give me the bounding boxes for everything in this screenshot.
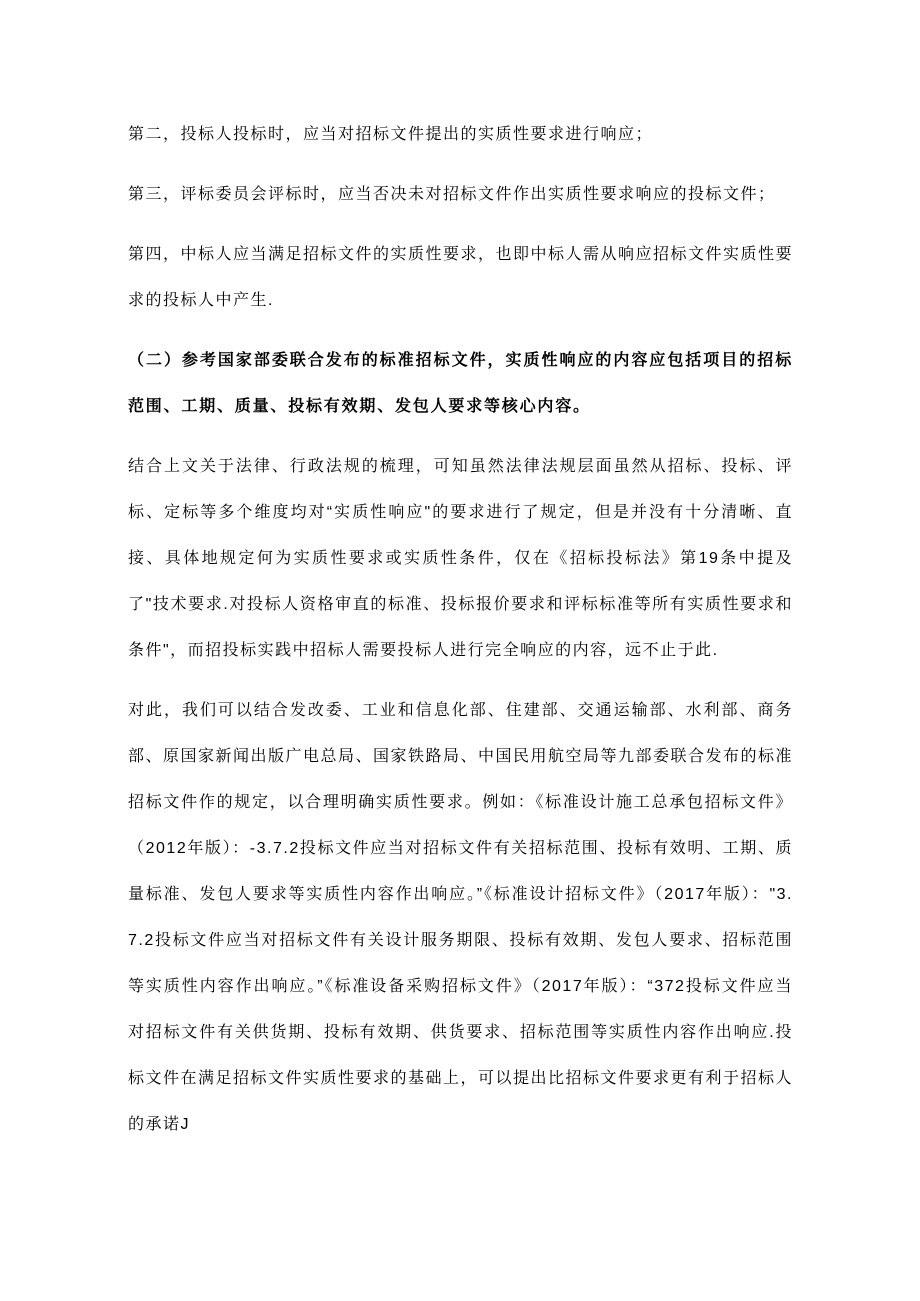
section-heading-two: （二）参考国家部委联合发布的标准招标文件，实质性响应的内容应包括项目的招标范围、工期、质量、投标有效期、发包人要求等核心内容。 <box>128 352 793 415</box>
paragraph-fourth-point: 第四，中标人应当满足招标文件的实质性要求，也即中标人需从响应招标文件实质性要求的投标人中产生. <box>128 246 794 309</box>
paragraph-third-point: 第三，评标委员会评标时，应当否决未对招标文件作出实质性要求响应的投标文件； <box>128 186 776 203</box>
paragraph-second-point: 第二，投标人投标时，应当对招标文件提出的实质性要求进行响应； <box>128 126 654 143</box>
paragraph-ministries-standards: 对此，我们可以结合发改委、工业和信息化部、住建部、交通运输部、水利部、商务部、原国家新闻出版广电总局、国家铁路局、中国民用航空局等九部委联合发布的标准招标文件作的规定，以合理明确实质性要求。例如：《标准设计施工总承包招标文件》（2012年版）：-3.7.2投标文件应当对招标文件有关招标范围、投标有效明、工期、质量标准、发包人要求等实质性内容作出响应。”《标准设计招标文件》（2017年版）："3.7.2投标文件应当对招标文件有关设计服务期限、投标有效期、发包人要求、招标范围等实质性内容作出响应。”《标准设备采购招标文件》（2017年版）：“372投标文件应当对招标文件有关供货期、投标有效期、供货要求、招标范围等实质性内容作出响应.投标文件在满足招标文件实质性要求的基础上，可以提出比招标文件要求更有利于招标人的承诺J <box>128 702 794 1133</box>
paragraph-law-analysis: 结合上文关于法律、行政法规的梳理，可知虽然法律法规层面虽然从招标、投标、评标、定标等多个维度均对“实质性响应"的要求进行了规定，但是并没有十分清晰、直接、具体地规定何为实质性要求或实质性条件，仅在《招标投标法》第19条中提及了"技术要求.对投标人资格审直的标准、投标报价要求和评标标准等所有实质性要求和条件"，而招投标实践中招标人需要投标人进行完全响应的内容，远不止于此. <box>128 458 793 659</box>
